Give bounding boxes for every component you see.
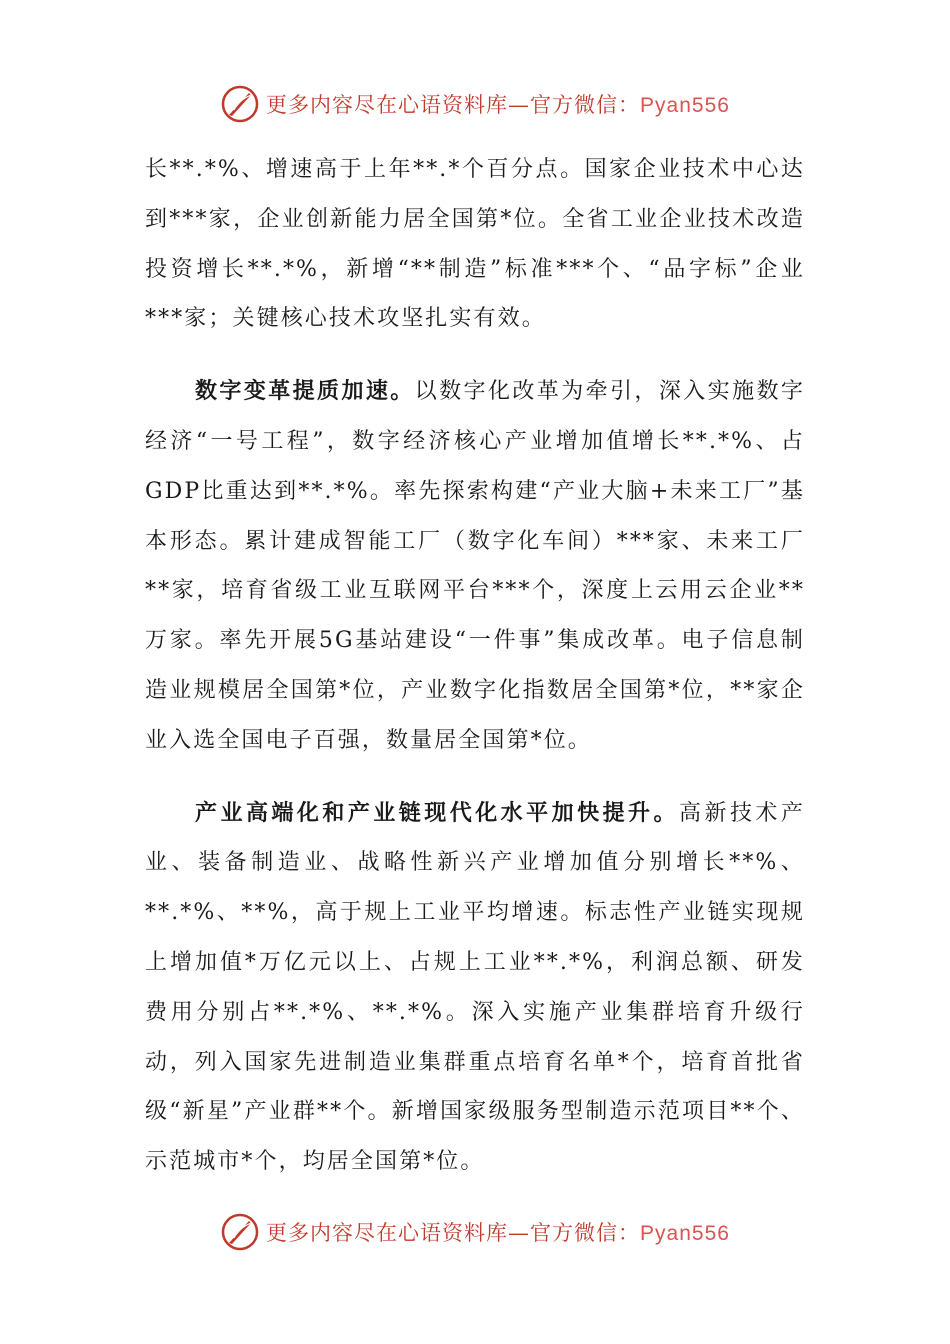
footer-watermark-banner [0, 1210, 950, 1254]
document-body [145, 145, 805, 1210]
watermark-wechat-id: Pyan556 [640, 1222, 730, 1245]
paragraph-industrial-upgrade [145, 789, 805, 1187]
paragraph-lead-heading: 数字变革提质加速。 [195, 378, 415, 405]
paragraph-text: 长**.*%、增速高于上年**.*个百分点。国家企业技术中心达到***家，企业创新能力居全国第*位。全省工业企业技术改造投资增长**.*%，新增“**制造”标准***个、“品字标”企业***家；关键核心技术攻坚扎实有效。 [145, 157, 805, 332]
quill-logo-icon [220, 84, 260, 124]
quill-logo-icon [220, 1212, 260, 1252]
watermark-site-text: 更多内容尽在心语资料库—官方微信： [266, 93, 641, 117]
paragraph-text: 高新技术产业、装备制造业、战略性新兴产业增加值分别增长**%、**.*%、**%，高于规上工业平均增速。标志性产业链实现规上增加值*万亿元以上、占规上工业**.*%，利润总额、研发费用分别占**.*%、**.*%。深入实施产业集群培育升级行动，列入国家先进制造业集群重点培育名单*个，培育首批省级“新星”产业群**个。新增国家级服务型制造示范项目**个、示范城市*个，均居全国第*位。 [145, 800, 805, 1175]
watermark-site-text: 更多内容尽在心语资料库—官方微信： [266, 1221, 641, 1245]
watermark-text [266, 89, 730, 119]
paragraph-text: 以数字化改革为牵引，深入实施数字经济“一号工程”，数字经济核心产业增加值增长**.*%、占GDP比重达到**.*%。率先探索构建“产业大脑+未来工厂”基本形态。累计建成智能工厂（数字化车间）***家、未来工厂**家，培育省级工业互联网平台***个，深度上云用云企业**万家。率先开展5G基站建设“一件事”集成改革。电子信息制造业规模居全国第*位，产业数字化指数居全国第*位，**家企业入选全国电子百强，数量居全国第*位。 [145, 379, 805, 753]
watermark-wechat-id: Pyan556 [640, 94, 730, 117]
paragraph-lead-heading: 产业高端化和产业链现代化水平加快提升。 [195, 799, 679, 826]
paragraph-digital-transformation [145, 367, 805, 765]
paragraph-continuation [145, 145, 805, 344]
watermark-text [266, 1217, 730, 1247]
header-watermark-banner [0, 82, 950, 126]
